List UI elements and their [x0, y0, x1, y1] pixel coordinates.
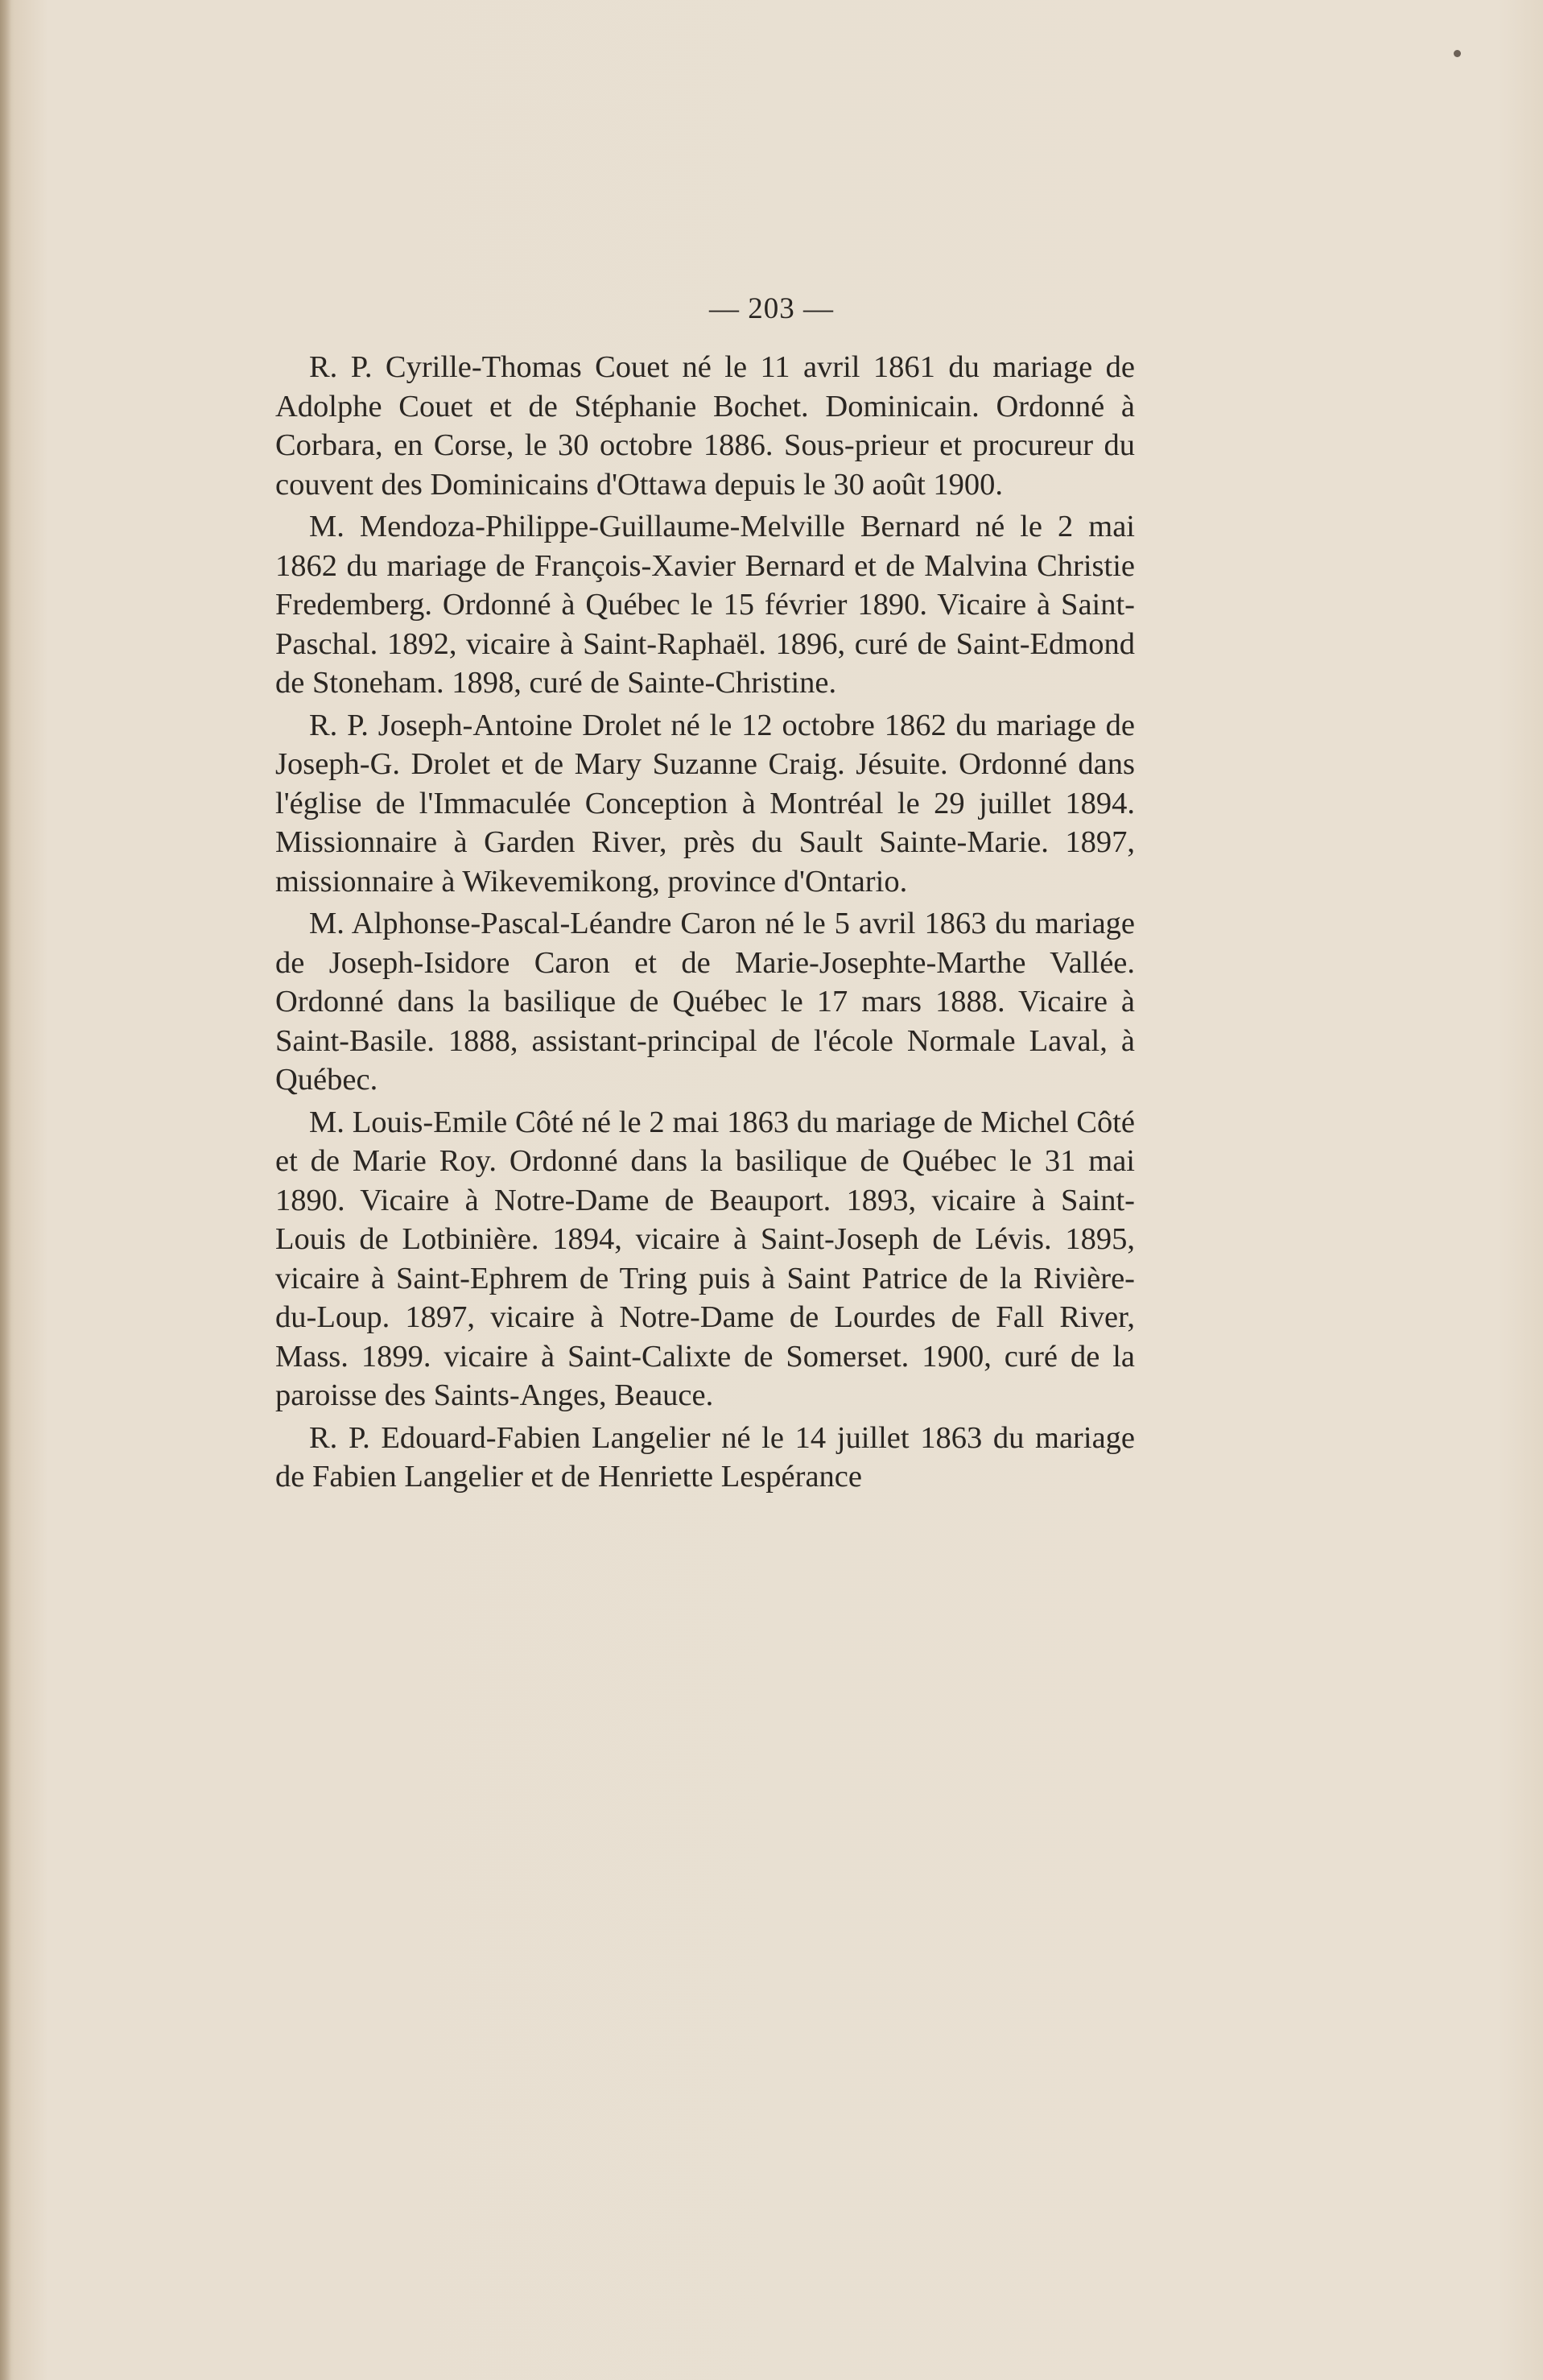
biography-entry-langelier: R. P. Edouard-Fabien Langelier né le 14 juillet 1863 du mariage de Fabien Langelier et de Henriette Lespérance [275, 1420, 1135, 1494]
biography-entry-cote: M. Louis-Emile Côté né le 2 mai 1863 du mariage de Michel Côté et de Marie Roy. Ordonné dans la basilique de Québec le 31 mai 1890. Vicaire à Notre-Dame de Beauport. 1893, vicaire à Saint-Louis de Lotbinière. 1894, vicaire à Saint-Joseph de Lévis. 1895, vicaire à Saint-Ephrem de Tring puis à Saint Patrice de la Rivière-du-Loup. 1897, vicaire à Notre-Dame de Lourdes de Fall River, Mass. 1899. vicaire à Saint-Calixte de Somerset. 1900, curé de la paroisse des Saints-Anges, Beauce. [275, 1105, 1135, 1412]
ink-speck [1454, 50, 1461, 57]
biography-entry-bernard: M. Mendoza-Philippe-Guillaume-Melville Bernard né le 2 mai 1862 du mariage de François-Xavier Bernard et de Malvina Christie Fredemberg. Ordonné à Québec le 15 février 1890. Vicaire à Saint-Paschal. 1892, vicaire à Saint-Raphaël. 1896, curé de Saint-Edmond de Stoneham. 1898, curé de Sainte-Christine. [275, 510, 1135, 700]
biography-entry-caron: M. Alphonse-Pascal-Léandre Caron né le 5 avril 1863 du mariage de Joseph-Isidore Caron et de Marie-Josephte-Marthe Vallée. Ordonné dans la basilique de Québec le 17 mars 1888. Vicaire à Saint-Basile. 1888, assistant-principal de l'école Normale Laval, à Québec. [275, 907, 1135, 1097]
page-edge-shadow [0, 0, 11, 2380]
body-text [275, 348, 1135, 1500]
biography-entry-couet: R. P. Cyrille-Thomas Couet né le 11 avril 1861 du mariage de Adolphe Couet et de Stéphanie Bochet. Dominicain. Ordonné à Corbara, en Corse, le 30 octobre 1886. Sous-prieur et procureur du couvent des Dominicains d'Ottawa depuis le 30 août 1900. [275, 350, 1135, 502]
biography-entry-drolet: R. P. Joseph-Antoine Drolet né le 12 octobre 1862 du mariage de Joseph-G. Drolet et de Mary Suzanne Craig. Jésuite. Ordonné dans l'église de l'Immaculée Conception à Montréal le 29 juillet 1894. Missionnaire à Garden River, près du Sault Sainte-Marie. 1897, missionnaire à Wikevemikong, province d'Ontario. [275, 708, 1135, 899]
page-number: — 203 — [709, 292, 834, 325]
